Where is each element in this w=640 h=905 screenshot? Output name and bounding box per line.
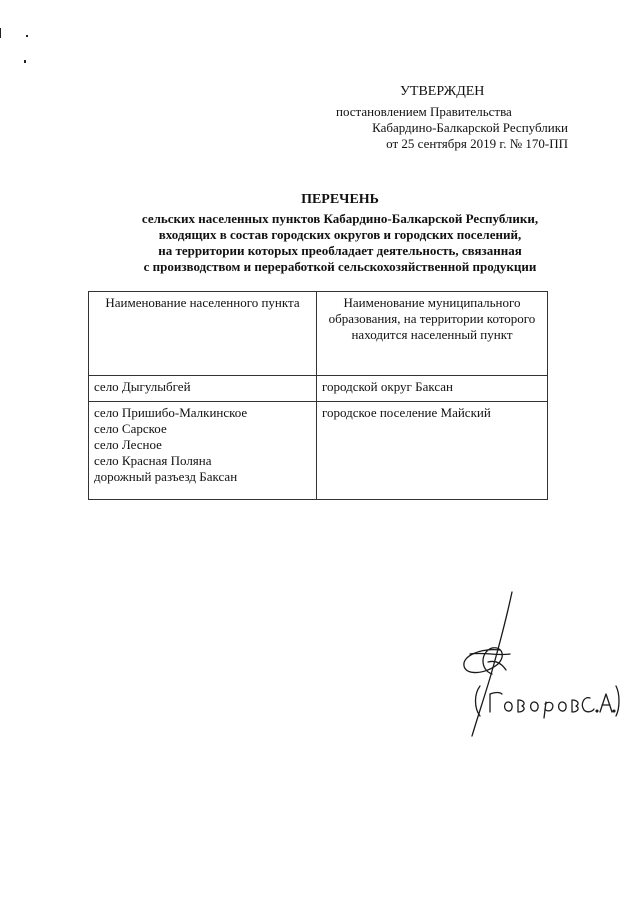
settlement-name: дорожный разъезд Баксан [94, 469, 238, 484]
settlement-name: село Красная Поляна [94, 453, 212, 468]
municipality-cell: городской округ Баксан [317, 376, 548, 402]
approval-block [330, 84, 570, 152]
scan-mark [0, 28, 1, 38]
document-title [60, 192, 620, 275]
column-header-municipality: Наименование муниципального образования, на территории которого находится населенный пункт [317, 292, 548, 376]
title-line: входящих в состав городских округов и городских поселений, [158, 227, 522, 242]
settlement-cell [89, 402, 317, 500]
settlement-name: село Дыгулыбгей [94, 379, 191, 394]
title-line: сельских населенных пунктов Кабардино-Балкарской Республики, [141, 211, 539, 226]
scan-mark [26, 35, 28, 37]
approval-line: Кабардино-Балкарской Республики [372, 120, 568, 135]
settlement-name: село Лесное [94, 437, 162, 452]
approval-line: постановлением Правительства [336, 104, 512, 119]
municipality-cell: городское поселение Майский [317, 402, 548, 500]
approval-line: от 25 сентября 2019 г. № 170-ПП [386, 136, 568, 151]
title-line: на территории которых преобладает деятельность, связанная [158, 243, 522, 258]
table-row [89, 376, 548, 402]
settlement-name: село Пришибо-Малкинское [94, 405, 248, 420]
title-heading: ПЕРЕЧЕНЬ [301, 192, 379, 207]
settlement-cell [89, 376, 317, 402]
scan-mark [24, 60, 26, 63]
table-row [89, 402, 548, 500]
approval-label: УТВЕРЖДЕН [400, 84, 485, 99]
column-header-settlement: Наименование населенного пункта [89, 292, 317, 376]
handwritten-signature [440, 590, 620, 750]
title-line: с производством и переработкой сельскохозяйственной продукции [143, 259, 537, 274]
settlements-table [88, 291, 548, 500]
settlement-name: село Сарское [94, 421, 167, 436]
table-header-row [89, 292, 548, 376]
